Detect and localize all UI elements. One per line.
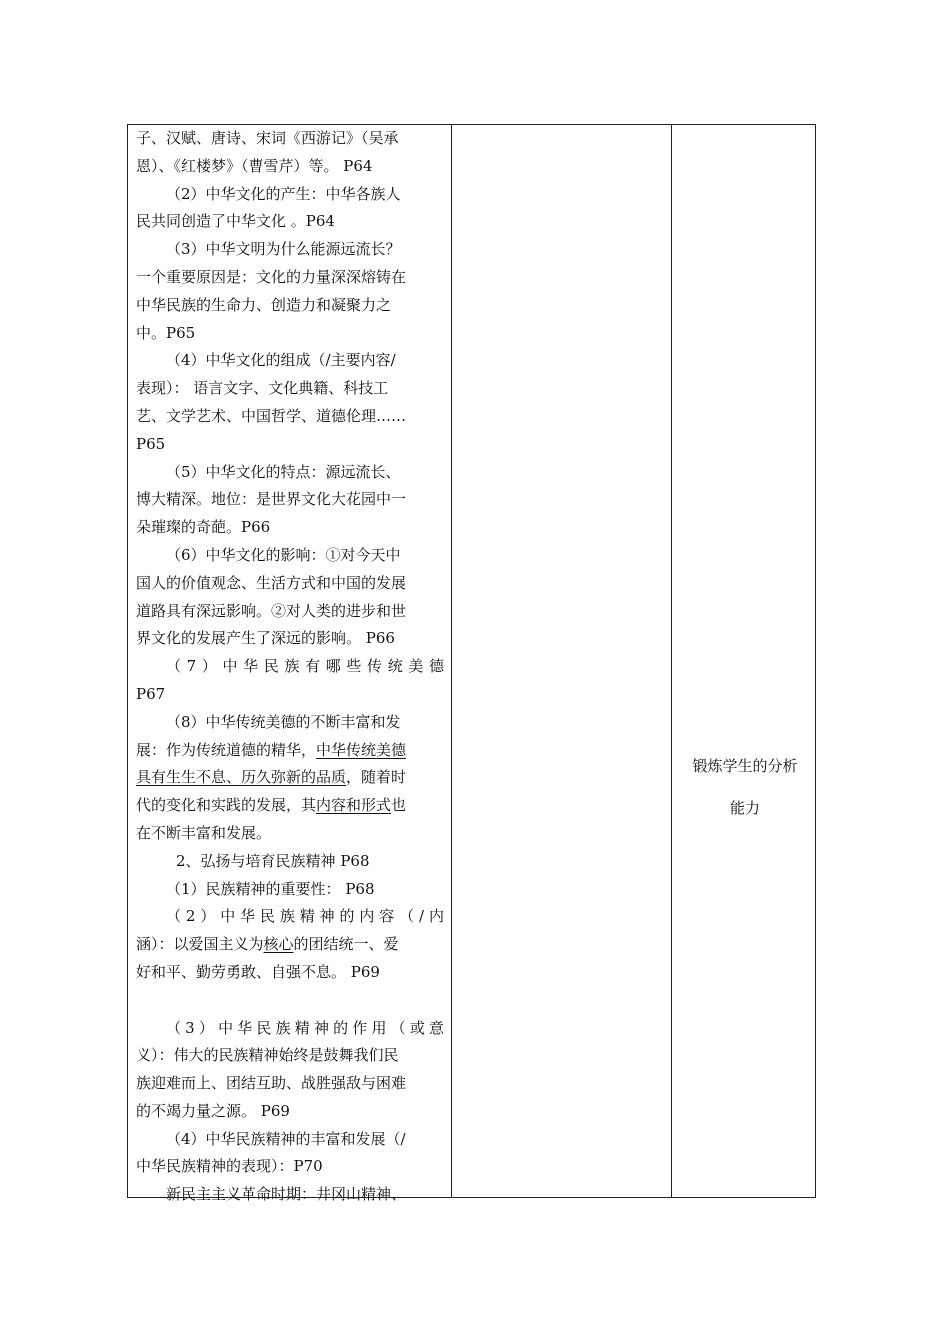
lesson-table	[127, 124, 816, 1204]
text-line: （7）中华民族有哪些传统美德	[166, 657, 444, 676]
text-line: 艺、文学艺术、中国哲学、道德伦理……	[136, 406, 407, 425]
text-line: （3）中华文明为什么能源远流长？	[166, 240, 401, 259]
text-span: ，随着时	[346, 768, 407, 787]
text-line	[136, 737, 444, 765]
underlined-text: 内容和形式	[316, 796, 392, 815]
text-line: （2）中华民族精神的内容（/内	[166, 907, 444, 926]
text-line: P67	[136, 684, 166, 703]
underlined-text: 核心	[263, 935, 294, 954]
text-line: 义）：伟大的民族精神始终是鼓舞我们民	[136, 1046, 399, 1065]
text-line: 一个重要原因是：文化的力量深深熔铸在	[136, 267, 407, 286]
text-line: 族迎难而上、团结互助、战胜强敌与困难	[136, 1074, 407, 1093]
text-span: 代的变化和实践的发展，其	[136, 796, 317, 815]
text-line: P65	[136, 434, 166, 453]
text-span: 也	[391, 796, 407, 815]
column-divider	[451, 125, 452, 1197]
text-line	[136, 764, 444, 792]
blank-line	[136, 987, 444, 1015]
text-line: 新民主主义革命时期：井冈山精神、	[166, 1185, 407, 1204]
text-line: 的不竭力量之源。 P69	[136, 1101, 290, 1120]
text-line: 中华民族的生命力、创造力和凝聚力之	[136, 295, 392, 314]
text-line: 子、汉赋、唐诗、宋词《西游记》（吴承	[136, 129, 399, 147]
text-line: 博大精深。地位：是世界文化大花园中一	[136, 490, 407, 509]
text-span: 的团结统一、爱	[293, 935, 399, 954]
text-line: （6）中华文化的影响：①对今天中	[166, 545, 401, 564]
text-line: （3）中华民族精神的作用（或意	[166, 1018, 444, 1037]
text-line: 表现）： 语言文字、文化典籍、科技工	[136, 379, 389, 398]
goal-text: 锻炼学生的分析	[692, 757, 798, 775]
text-line: 中华民族精神的表现）：P70	[136, 1157, 323, 1176]
text-line: 国人的价值观念、生活方式和中国的发展	[136, 573, 407, 592]
text-line: （1）民族精神的重要性： P68	[166, 879, 375, 898]
column-divider	[671, 125, 672, 1197]
text-line: （5）中华文化的特点：源远流长、	[166, 462, 401, 481]
text-line: 道路具有深远影响。②对人类的进步和世	[136, 601, 407, 620]
text-line: 在不断丰富和发展。	[136, 823, 272, 842]
text-line	[136, 792, 444, 820]
text-line: （2）中华文化的产生：中华各族人	[166, 184, 401, 203]
underlined-text: 中华传统美德	[316, 740, 407, 759]
text-line: 民共同创造了中华文化 。P64	[136, 212, 335, 231]
text-line: （8）中华传统美德的不断丰富和发	[166, 712, 401, 731]
underlined-text: 具有生生不息、历久弥新的品质	[136, 768, 347, 787]
text-line: 界文化的发展产生了深远的影响。 P66	[136, 629, 395, 648]
text-span: 涵）：以爱国主义为	[136, 935, 264, 954]
text-line	[136, 931, 444, 959]
content-column	[136, 125, 444, 1209]
text-line: 中。P65	[136, 323, 196, 342]
goal-column	[673, 745, 817, 829]
text-line: 好和平、勤劳勇敢、自强不息。 P69	[136, 962, 380, 981]
section-heading: 2、弘扬与培育民族精神 P68	[176, 851, 370, 870]
text-line: 恩）、《红楼梦》（曹雪芹）等。 P64	[136, 156, 373, 175]
goal-text: 能力	[729, 799, 760, 817]
text-line: （4）中华民族精神的丰富和发展（/	[166, 1129, 406, 1148]
text-line: （4）中华文化的组成（/主要内容/	[166, 351, 396, 370]
text-line: 朵璀璨的奇葩。P66	[136, 518, 271, 537]
text-span: 展：作为传统道德的精华，	[136, 740, 317, 759]
